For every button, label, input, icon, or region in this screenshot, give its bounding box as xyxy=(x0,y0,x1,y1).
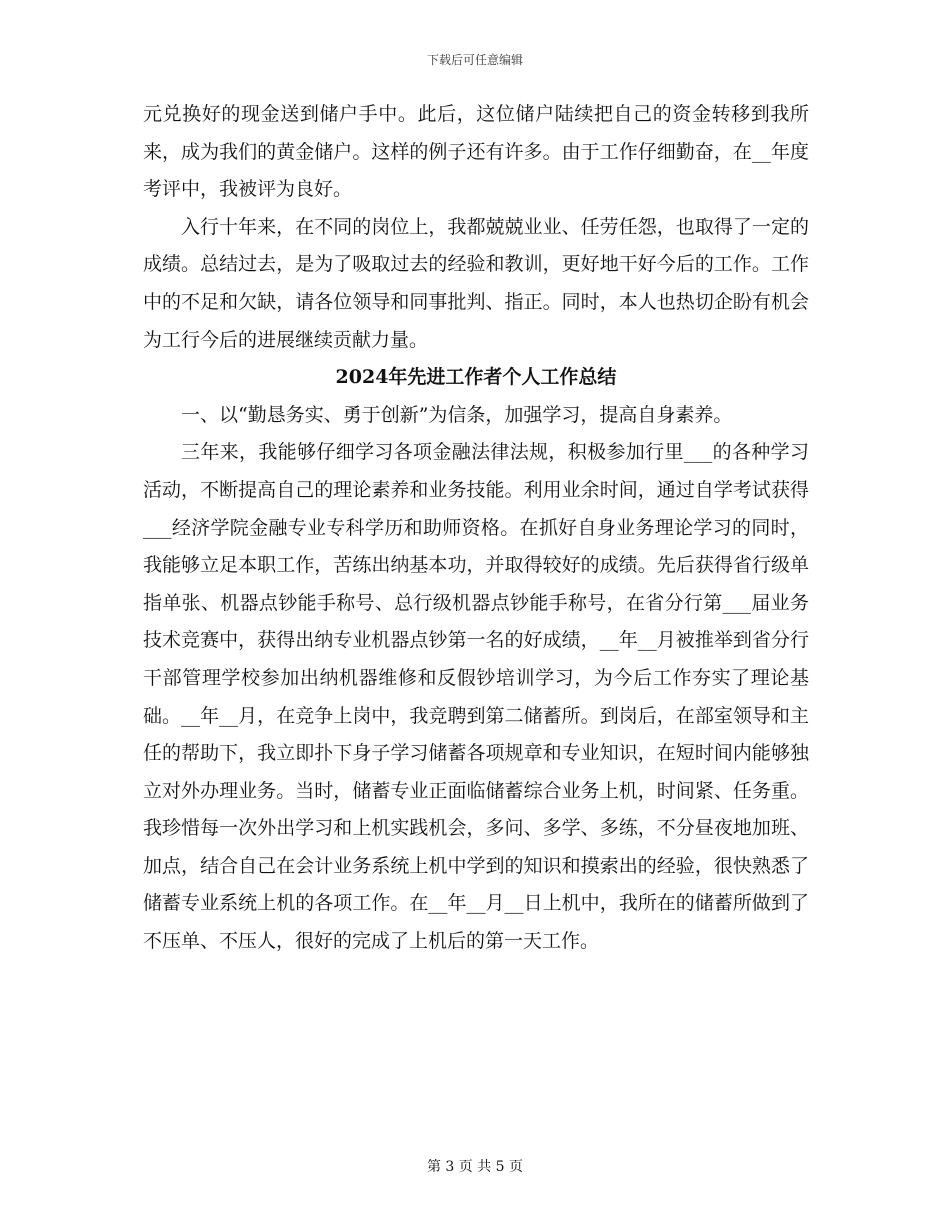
paragraph-summary: 入行十年来，在不同的岗位上，我都兢兢业业、任劳任怨，也取得了一定的成绩。总结过去，是为了吸取过去的经验和教训，更好地干好今后的工作。工作中的不足和欠缺，请各位领导和同事批判、指正。同时，本人也热切企盼有机会为工行今后的进展继续贡献力量。 xyxy=(143,215,809,351)
document-body xyxy=(143,96,809,961)
page-header: 下载后可任意编辑 xyxy=(426,53,523,67)
section-heading-1: 一、以“勤恳务实、勇于创新”为信条，加强学习，提高自身素养。 xyxy=(181,403,733,426)
page-number: 第 3 页 共 5 页 xyxy=(426,1159,524,1175)
document-title: 2024年先进工作者个人工作总结 xyxy=(335,366,617,389)
paragraph-continued: 元兑换好的现金送到储户手中。此后，这位储户陆续把自己的资金转移到我所来，成为我们的黄金储户。这样的例子还有许多。由于工作仔细勤奋，在__年度考评中，我被评为良好。 xyxy=(143,103,809,201)
paragraph-study: 三年来，我能够仔细学习各项金融法律法规，积极参加行里___的各种学习活动，不断提高自己的理论素养和业务技能。利用业余时间，通过自学考试获得___经济学院金融专业专科学历和助师资格。在抓好自身业务理论学习的同时，我能够立足本职工作，苦练出纳基本功，并取得较好的成绩。先后获得省行级单指单张、机器点钞能手称号、总行级机器点钞能手称号，在省分行第___届业务技术竞赛中，获得出纳专业机器点钞第一名的好成绩，__年__月被推举到省分行干部管理学校参加出纳机器维修和反假钞培训学习，为今后工作夯实了理论基础。__年__月，在竞争上岗中，我竞聘到第二储蓄所。到岗后，在部室领导和主任的帮助下，我立即扑下身子学习储蓄各项规章和专业知识，在短时间内能够独立对外办理业务。当时，储蓄专业正面临储蓄综合业务上机，时间紧、任务重。我珍惜每一次外出学习和上机实践机会，多问、多学、多练，不分昼夜地加班、加点，结合自己在会计业务系统上机中学到的知识和摸索出的经验，很快熟悉了储蓄专业系统上机的各项工作。在__年__月__日上机中，我所在的储蓄所做到了不压单、不压人，很好的完成了上机后的第一天工作。 xyxy=(143,441,809,953)
